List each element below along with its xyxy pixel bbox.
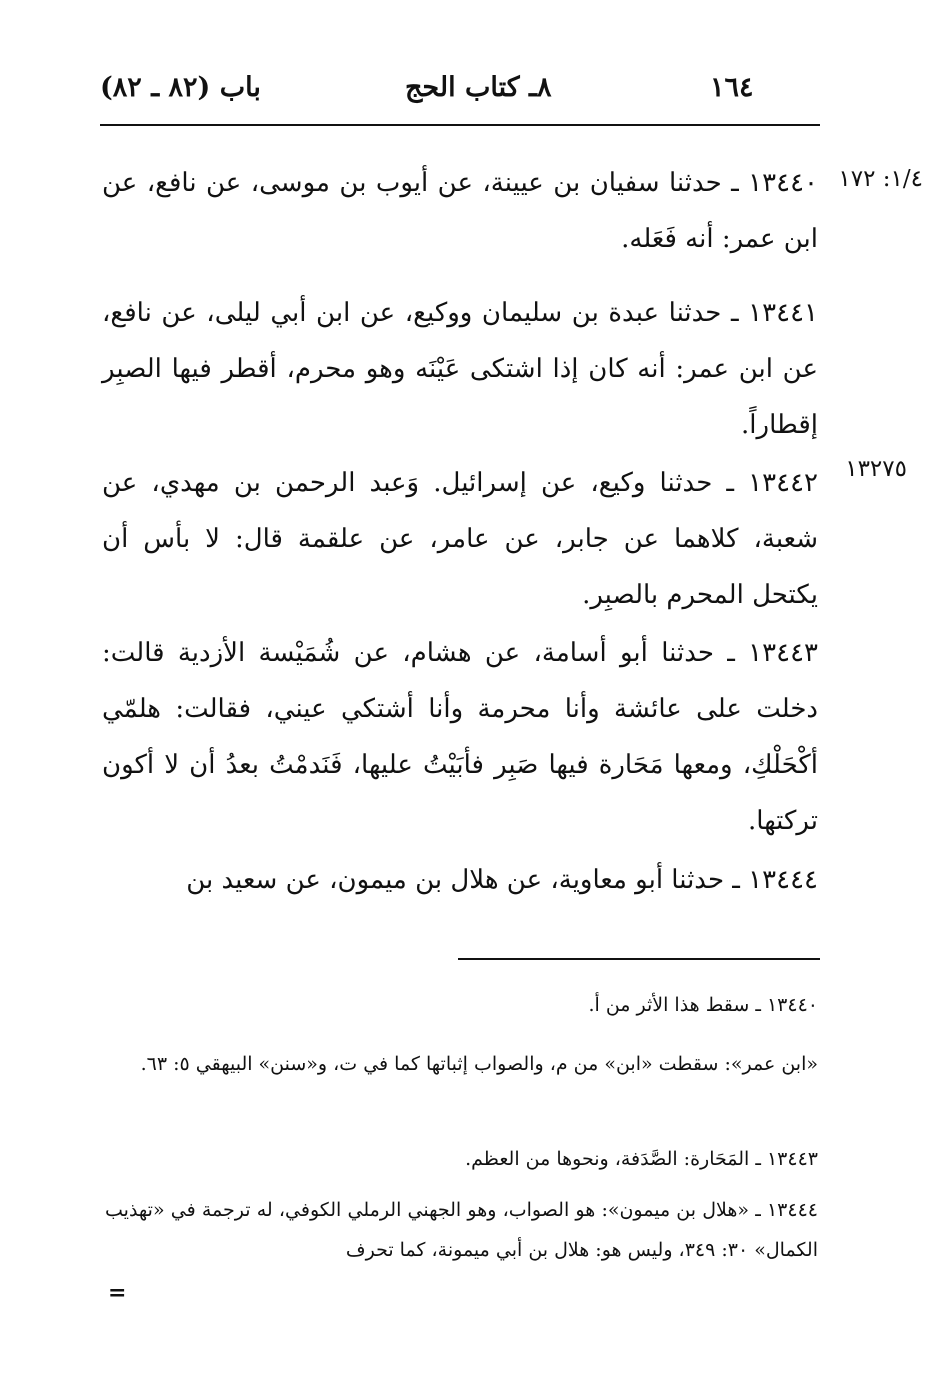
chapter-title: باب (٨٢ ـ ٨٢) [100,72,261,103]
book-title: ٨ـ كتاب الحج [405,72,552,103]
footnote-separator [458,958,820,960]
margin-reference: ١٣٢٧٥ [845,456,907,482]
hadith-paragraph: ١٣٤٤٠ ـ حدثنا سفيان بن عيينة، عن أيوب بن موسى، عن نافع، عن ابن عمر: أنه فَعَله. [102,168,818,254]
footnote: «ابن عمر»: سقطت «ابن» من م، والصواب إثباتها كما في ت، و«سنن» البيهقي ٥: ٦٣. [140,1053,818,1075]
page-header [100,72,820,112]
margin-reference: ١/٤: ١٧٢ [838,166,923,192]
footnote: ١٣٤٤٠ ـ سقط هذا الأثر من أ. [588,994,818,1016]
hadith-paragraph: ١٣٤٤٢ ـ حدثنا وكيع، عن إسرائيل. وَعبد الرحمن بن مهدي، عن شعبة، كلاهما عن جابر، عن عامر، عن علقمة قال: لا بأس أن يكتحل المحرم بالصبِر. [102,468,818,610]
continuation-mark: = [108,1280,127,1306]
footnote: ١٣٤٤٤ ـ «هلال بن ميمون»: هو الصواب، وهو الجهني الرملي الكوفي، له ترجمة في «تهذيب الكمال» ٣٠: ٣٤٩، وليس هو: هلال بن أبي ميمونة، كما تحرف [105,1199,818,1261]
page-number: ١٦٤ [710,72,754,103]
header-rule [100,124,820,126]
hadith-paragraph: ١٣٤٤٤ ـ حدثنا أبو معاوية، عن هلال بن ميمون، عن سعيد بن [186,865,818,895]
footnote: ١٣٤٤٣ ـ المَحَارة: الصَّدَفة، ونحوها من العظم. [465,1148,818,1170]
hadith-paragraph: ١٣٤٤٣ ـ حدثنا أبو أسامة، عن هشام، عن شُمَيْسة الأزدية قالت: دخلت على عائشة وأنا محرمة وأنا أشتكي عيني، فقالت: هلمّي أكْحَلْكِ، ومعها مَحَارة فيها صَبِر فأبَيْتُ عليها، فَنَدمْتُ بعدُ أن لا أكون تركتها. [102,638,818,836]
hadith-paragraph: ١٣٤٤١ ـ حدثنا عبدة بن سليمان ووكيع، عن ابن أبي ليلى، عن نافع، عن ابن عمر: أنه كان إذا اشتكى عَيْنَه وهو محرم، أقطر فيها الصبِر إقطاراً. [102,298,818,440]
